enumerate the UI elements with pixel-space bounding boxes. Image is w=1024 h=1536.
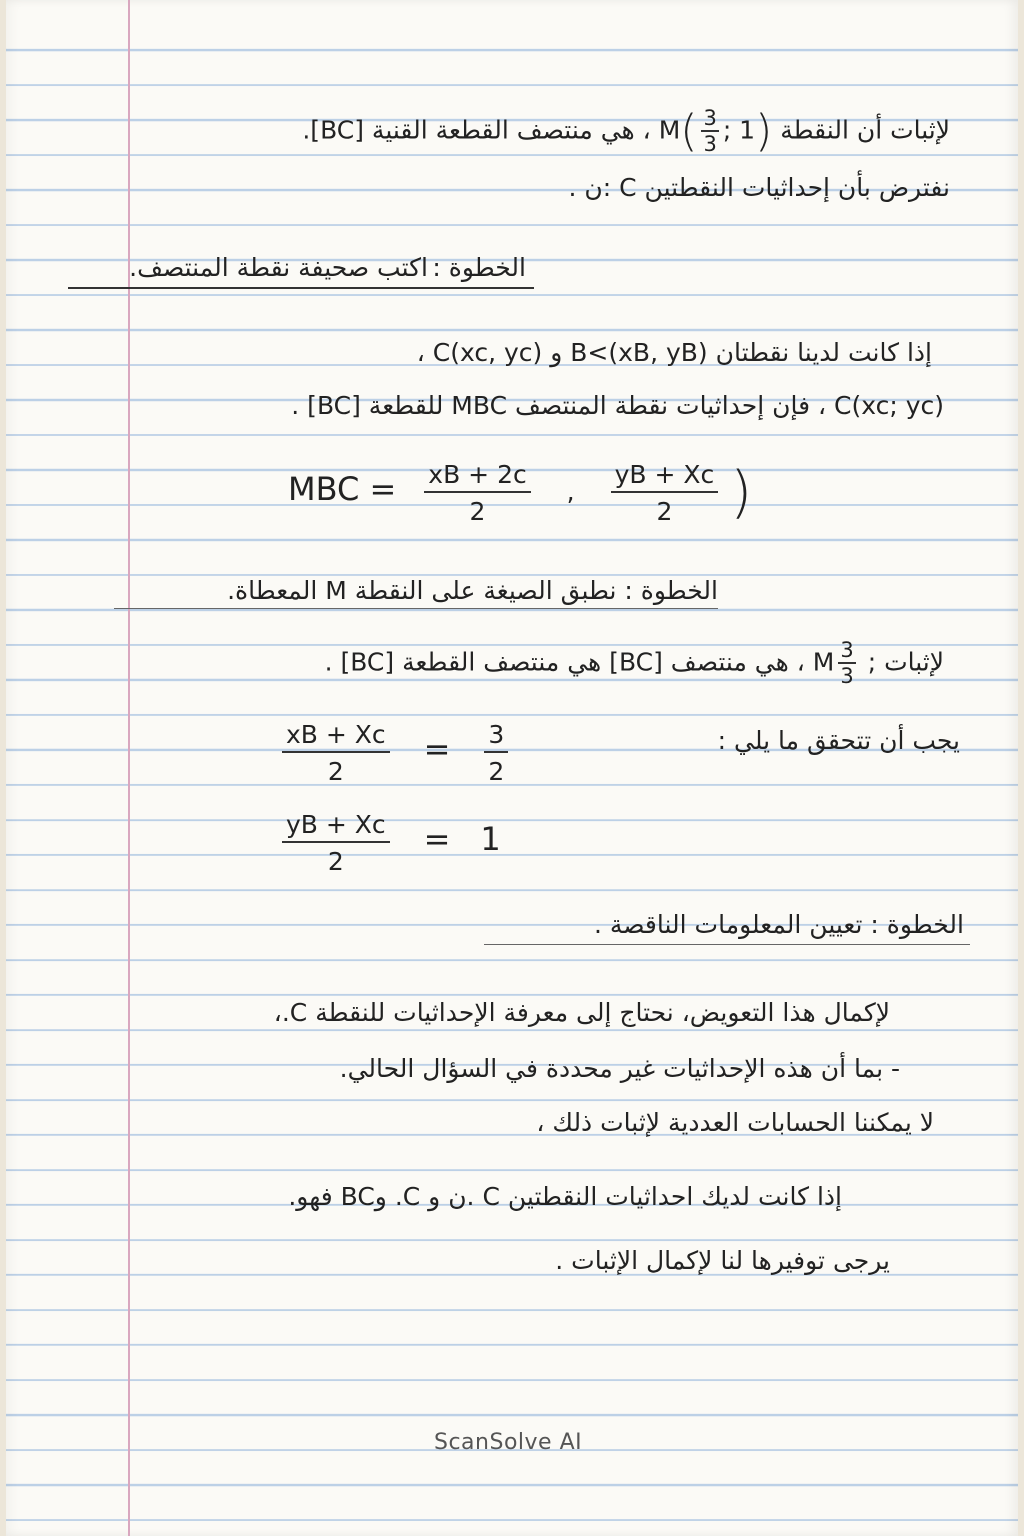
step-1-heading: اكتب صحيفة نقطة المنتصف. bbox=[129, 253, 428, 282]
midpoint-x-fraction: $\frac{xB + 2c}{2}$ bbox=[424, 462, 530, 524]
statement-line-1 bbox=[130, 105, 950, 157]
step-2-underline bbox=[114, 608, 718, 609]
step-3-line-5: يرجى توفيرها لنا لإكمال الإثبات . bbox=[555, 1246, 890, 1275]
point-m-y: ; 1 bbox=[722, 115, 756, 145]
equation-x-lhs: $\frac{xB + Xc}{2}$ bbox=[282, 722, 390, 784]
step-2-line-1 bbox=[124, 640, 944, 687]
step-3-line-1: لإكمال هذا التعويض، نحتاج إلى معرفة الإحداثيات للنقطة C.، bbox=[273, 998, 890, 1027]
equation-y-lhs: $\frac{yB + Xc}{2}$ bbox=[282, 812, 390, 874]
statement-line-1-tail: ، هي منتصف القطعة القنية [BC]. bbox=[302, 115, 651, 145]
margin-line bbox=[128, 0, 130, 1536]
step-1-line-2: C(xc; yc) ، فإن إحداثيات نقطة المنتصف MBC للقطعة [BC] . bbox=[291, 391, 944, 420]
equation-x-equals: = bbox=[423, 730, 451, 768]
equation-x-rhs: $\frac{3}{2}$ bbox=[484, 722, 508, 784]
point-m-label: M bbox=[658, 115, 681, 145]
midpoint-formula-lhs: MBC = bbox=[288, 470, 397, 508]
step-1-underline bbox=[68, 287, 534, 289]
equation-y-rhs: 1 bbox=[480, 820, 501, 858]
condition-intro: يجب أن تتحقق ما يلي : bbox=[717, 726, 960, 755]
step-3-line-3: لا يمكننا الحسابات العددية لإثبات ذلك ، bbox=[536, 1108, 934, 1137]
statement-line-2: نفترض بأن إحداثيات النقطتين C :ن . bbox=[568, 173, 950, 202]
watermark: ScanSolve AI bbox=[434, 1430, 583, 1455]
statement-line-1-text: لإثبات أن النقطة bbox=[780, 115, 950, 145]
step-3-heading: الخطوة : تعيين المعلومات الناقصة . bbox=[593, 910, 964, 939]
step-3-underline bbox=[484, 944, 970, 945]
equation-x bbox=[278, 722, 512, 784]
step-2-line-1-tail: ، هي منتصف [BC] هي منتصف القطعة [BC] . bbox=[324, 647, 805, 677]
equation-y-equals: = bbox=[423, 820, 451, 858]
step-1-label: الخطوة : bbox=[432, 253, 526, 282]
formula-close-paren: ) bbox=[730, 460, 753, 525]
notebook-page bbox=[6, 0, 1018, 1536]
step-3-line-4: إذا كانت لديك احداثيات النقطتين C .ن و C. وBC فهو. bbox=[288, 1182, 842, 1211]
step-2-heading: الخطوة : نطبق الصيغة على النقطة M المعطاة. bbox=[227, 576, 718, 605]
formula-comma: , bbox=[566, 477, 575, 506]
step-2-point-m: M $\frac{3}{3}$ bbox=[812, 638, 854, 688]
step-2-line-1-prefix: لإثبات ; bbox=[867, 647, 944, 677]
step-1-line-1: إذا كانت لدينا نقطتان B<(xB, yB) و C(xc, yc) ، bbox=[416, 338, 932, 367]
midpoint-y-fraction: $\frac{yB + Xc}{2}$ bbox=[611, 462, 719, 524]
equation-y bbox=[278, 812, 501, 874]
point-m-fraction: $\frac{3}{3}$ bbox=[703, 106, 717, 156]
point-m-expression: M( $\frac{3}{3}$ ; 1) bbox=[658, 105, 773, 157]
midpoint-formula bbox=[288, 462, 752, 524]
step-3-line-2: - بما أن هذه الإحداثيات غير محددة في السؤال الحالي. bbox=[339, 1054, 900, 1083]
